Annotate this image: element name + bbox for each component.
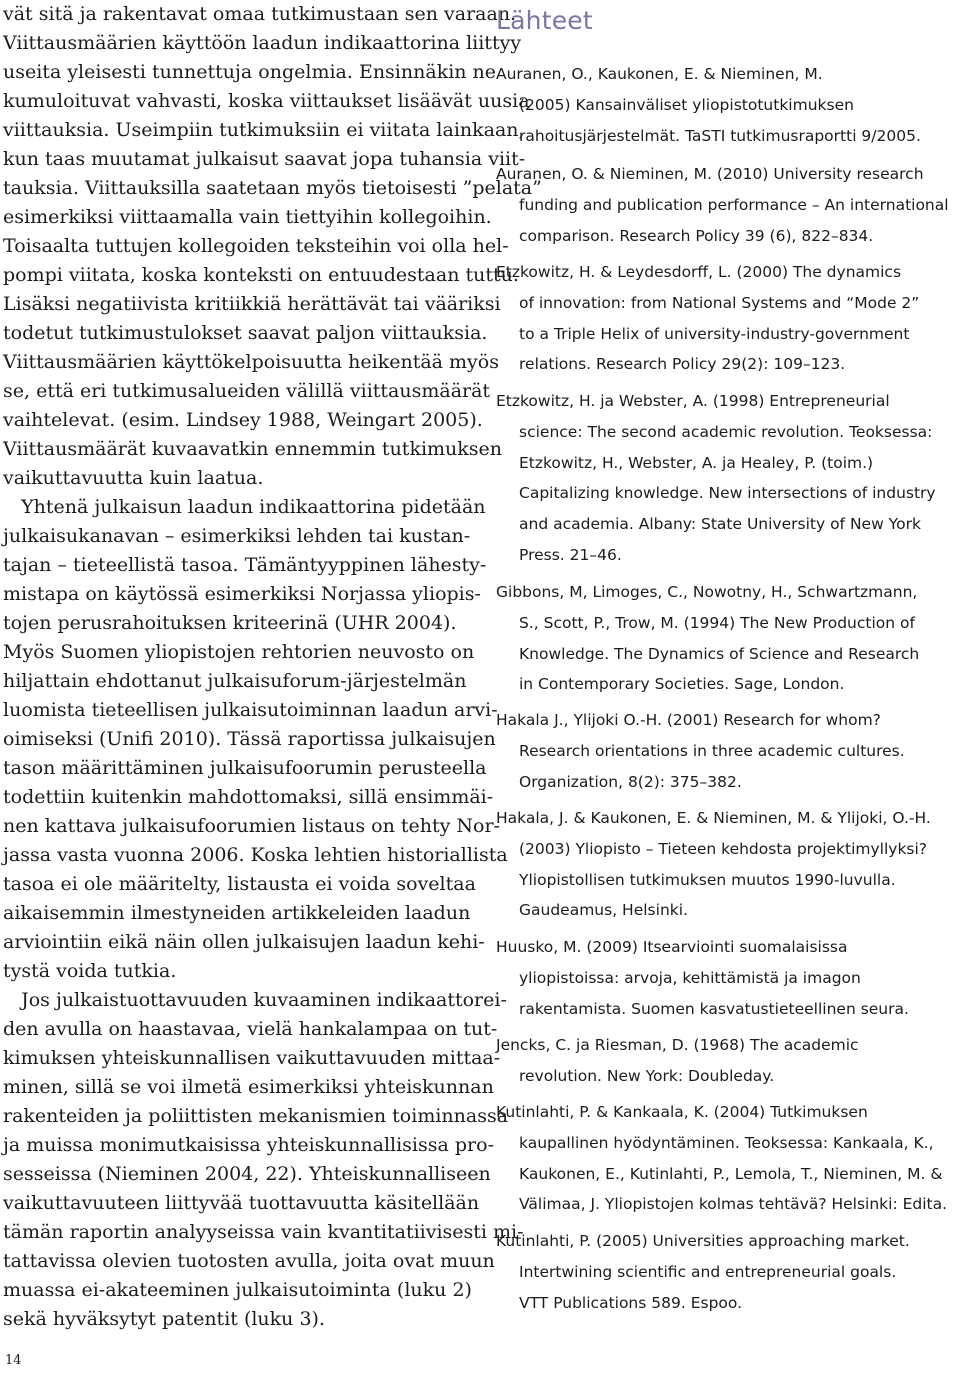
reference-line: funding and publication performance – An international xyxy=(519,195,949,214)
reference-line: Jencks, C. ja Riesman, D. (1968) The academic xyxy=(496,1036,859,1054)
reference-entry xyxy=(496,803,960,926)
reference-line: (2003) Yliopisto – Tieteen kehdosta projektimyllyksi? xyxy=(519,839,928,858)
reference-line: Capitalizing knowledge. New intersections of industry xyxy=(519,484,936,503)
body-text-line: kimuksen yhteiskunnallisen vaikuttavuuden mittaa- xyxy=(3,1047,501,1069)
body-text-line: useita yleisesti tunnettuja ongelmia. Ensinnäkin ne xyxy=(3,61,497,83)
body-text-line: luomista tieteellisen julkaisutoiminnan laadun arvi- xyxy=(3,699,498,721)
body-text-line: vaikuttavuutta kuin laatua. xyxy=(3,467,264,489)
reference-line: (2005) Kansainväliset yliopistotutkimuksen xyxy=(519,95,854,114)
reference-entry xyxy=(496,386,960,571)
reference-line: kaupallinen hyödyntäminen. Teoksessa: Kankaala, K., xyxy=(519,1133,934,1152)
reference-line: rahoitusjärjestelmät. TaSTI tutkimusraportti 9/2005. xyxy=(519,126,921,145)
reference-line: Organization, 8(2): 375–382. xyxy=(519,772,742,791)
reference-entry xyxy=(496,257,960,380)
body-text-line: nen kattava julkaisufoorumien listaus on tehty Nor- xyxy=(3,815,500,837)
reference-line: Välimaa, J. Yliopistojen kolmas tehtävä? Helsinki: Edita. xyxy=(519,1195,948,1214)
reference-line: Press. 21–46. xyxy=(519,545,622,564)
reference-line: Gaudeamus, Helsinki. xyxy=(519,901,688,920)
body-text-line: Toisaalta tuttujen kollegoiden teksteihin voi olla hel- xyxy=(3,235,509,257)
body-text-line: tystä voida tutkia. xyxy=(3,960,177,982)
body-text-line: tattavissa olevien tuotosten avulla, joita ovat muun xyxy=(3,1250,495,1272)
body-text-line: muassa ei-akateeminen julkaisutoiminta (luku 2) xyxy=(3,1279,472,1301)
reference-line: Gibbons, M, Limoges, C., Nowotny, H., Schwartzmann, xyxy=(496,583,918,601)
body-text-line: Yhtenä julkaisun laadun indikaattorina pidetään xyxy=(3,496,486,518)
reference-line: Kaukonen, E., Kutinlahti, P., Lemola, T., Nieminen, M. & xyxy=(519,1164,943,1183)
body-text-line: den avulla on haastavaa, vielä hankalampaa on tut- xyxy=(3,1018,498,1040)
body-text-line: Lisäksi negatiivista kritiikkiä herättävät tai vääriksi xyxy=(3,293,501,315)
reference-line: Hakala, J. & Kaukonen, E. & Nieminen, M. & Ylijoki, O.-H. xyxy=(496,809,931,827)
reference-line: VTT Publications 589. Espoo. xyxy=(519,1293,743,1312)
body-text-line: arviointiin eikä näin ollen julkaisujen laadun kehi- xyxy=(3,931,485,953)
reference-entry xyxy=(496,1226,960,1318)
body-text-line: vaikuttavuuteen liittyvää tuottavuutta käsitellään xyxy=(3,1192,480,1214)
reference-line: revolution. New York: Doubleday. xyxy=(519,1066,775,1085)
reference-entry xyxy=(496,705,960,797)
body-text-line: tämän raportin analyyseissa vain kvantitatiivisesti mi- xyxy=(3,1221,524,1243)
body-text-line: tauksia. Viittauksilla saatetaan myös tietoisesti ”pelata” xyxy=(3,177,542,199)
references-heading: Lähteet xyxy=(496,6,593,35)
reference-line: rakentamista. Suomen kasvatustieteellinen seura. xyxy=(519,999,909,1018)
body-text-line: kun taas muutamat julkaisut saavat jopa tuhansia viit- xyxy=(3,148,526,170)
reference-line: Auranen, O., Kaukonen, E. & Nieminen, M. xyxy=(496,65,823,83)
reference-line: Research orientations in three academic cultures. xyxy=(519,741,905,760)
reference-entry xyxy=(496,932,960,1024)
body-text-line: jassa vasta vuonna 2006. Koska lehtien historiallista xyxy=(3,844,508,866)
body-text-line: todettiin kuitenkin mahdottomaksi, sillä ensimmäi- xyxy=(3,786,494,808)
body-text-line: minen, sillä se voi ilmetä esimerkiksi yhteiskunnan xyxy=(3,1076,494,1098)
reference-line: Yliopistollisen tutkimuksen muutos 1990-luvulla. xyxy=(519,870,896,889)
body-text-line: aikaisemmin ilmestyneiden artikkeleiden laadun xyxy=(3,902,471,924)
body-text-line: rakenteiden ja poliittisten mekanismien toiminnassa xyxy=(3,1105,509,1127)
reference-line: Huusko, M. (2009) Itsearviointi suomalaisissa xyxy=(496,938,848,956)
body-text-line: tojen perusrahoituksen kriteerinä (UHR 2004). xyxy=(3,612,457,634)
reference-line: S., Scott, P., Trow, M. (1994) The New Production of xyxy=(519,613,915,632)
reference-line: science: The second academic revolution. Teoksessa: xyxy=(519,422,933,441)
body-text-line: vaihtelevat. (esim. Lindsey 1988, Weingart 2005). xyxy=(3,409,483,431)
body-text-line: mistapa on käytössä esimerkiksi Norjassa yliopis- xyxy=(3,583,481,605)
body-text-line: se, että eri tutkimusalueiden välillä viittausmäärät xyxy=(3,380,491,402)
body-text-line: sekä hyväksytyt patentit (luku 3). xyxy=(3,1308,325,1330)
reference-line: Intertwining scientific and entrepreneurial goals. xyxy=(519,1262,897,1281)
reference-line: Etzkowitz, H. & Leydesdorff, L. (2000) The dynamics xyxy=(496,263,902,281)
reference-line: comparison. Research Policy 39 (6), 822–834. xyxy=(519,226,874,245)
body-text-line: pompi viitata, koska konteksti on entuudestaan tuttu. xyxy=(3,264,519,286)
reference-line: and academia. Albany: State University of New York xyxy=(519,515,921,534)
body-text-line: vät sitä ja rakentavat omaa tutkimustaan sen varaan. xyxy=(3,3,517,25)
reference-entry xyxy=(496,59,960,151)
body-text-line: Jos julkaistuottavuuden kuvaaminen indikaattorei- xyxy=(3,989,507,1011)
reference-line: Kutinlahti, P. (2005) Universities approaching market. xyxy=(496,1232,910,1250)
body-text-line: tajan – tieteellistä tasoa. Tämäntyyppinen lähesty- xyxy=(3,554,487,576)
reference-line: Auranen, O. & Nieminen, M. (2010) University research xyxy=(496,165,924,183)
body-text-line: oimiseksi (Unifi 2010). Tässä raportissa julkaisujen xyxy=(3,728,496,750)
reference-line: Hakala J., Ylijoki O.-H. (2001) Research for whom? xyxy=(496,711,881,729)
body-text-line: Viittausmäärät kuvaavatkin ennemmin tutkimuksen xyxy=(3,438,503,460)
body-text-line: hiljattain ehdottanut julkaisuforum-järjestelmän xyxy=(3,670,467,692)
reference-entry xyxy=(496,1097,960,1220)
body-text-line: Myös Suomen yliopistojen rehtorien neuvosto on xyxy=(3,641,475,663)
reference-line: Kutinlahti, P. & Kankaala, K. (2004) Tutkimuksen xyxy=(496,1103,868,1121)
body-text-line: sesseissa (Nieminen 2004, 22). Yhteiskunnalliseen xyxy=(3,1163,491,1185)
body-text xyxy=(3,0,542,1334)
reference-entry xyxy=(496,1030,960,1092)
body-text-line: tasoa ei ole määritelty, listausta ei voida soveltaa xyxy=(3,873,476,895)
reference-line: Knowledge. The Dynamics of Science and Research xyxy=(519,644,920,663)
body-text-line: julkaisukanavan – esimerkiksi lehden tai kustan- xyxy=(3,525,471,547)
reference-line: to a Triple Helix of university-industry-government xyxy=(519,324,910,343)
reference-line: of innovation: from National Systems and “Mode 2” xyxy=(519,293,920,312)
reference-line: relations. Research Policy 29(2): 109–123. xyxy=(519,355,846,374)
body-text-line: todetut tutkimustulokset saavat paljon viittauksia. xyxy=(3,322,488,344)
body-text-line: Viittausmäärien käyttökelpoisuutta heikentää myös xyxy=(3,351,499,373)
body-text-line: tason määrittäminen julkaisufoorumin perusteella xyxy=(3,757,487,779)
body-text-line: esimerkiksi viittaamalla vain tiettyihin kollegoihin. xyxy=(3,206,492,228)
reference-line: yliopistoissa: arvoja, kehittämistä ja imagon xyxy=(519,968,861,987)
reference-line: Etzkowitz, H. ja Webster, A. (1998) Entrepreneurial xyxy=(496,392,890,410)
reference-entry xyxy=(496,159,960,251)
body-text-line: ja muissa monimutkaisissa yhteiskunnallisissa pro- xyxy=(3,1134,494,1156)
reference-line: in Contemporary Societies. Sage, London. xyxy=(519,675,845,694)
body-text-line: viittauksia. Useimpiin tutkimuksiin ei viitata lainkaan, xyxy=(3,119,525,141)
reference-line: Etzkowitz, H., Webster, A. ja Healey, P. (toim.) xyxy=(519,453,874,472)
page-number: 14 xyxy=(5,1353,22,1368)
body-text-line: Viittausmäärien käyttöön laadun indikaattorina liittyy xyxy=(3,32,522,54)
reference-entry xyxy=(496,577,960,700)
body-text-line: kumuloituvat vahvasti, koska viittaukset lisäävät uusia xyxy=(3,90,530,112)
